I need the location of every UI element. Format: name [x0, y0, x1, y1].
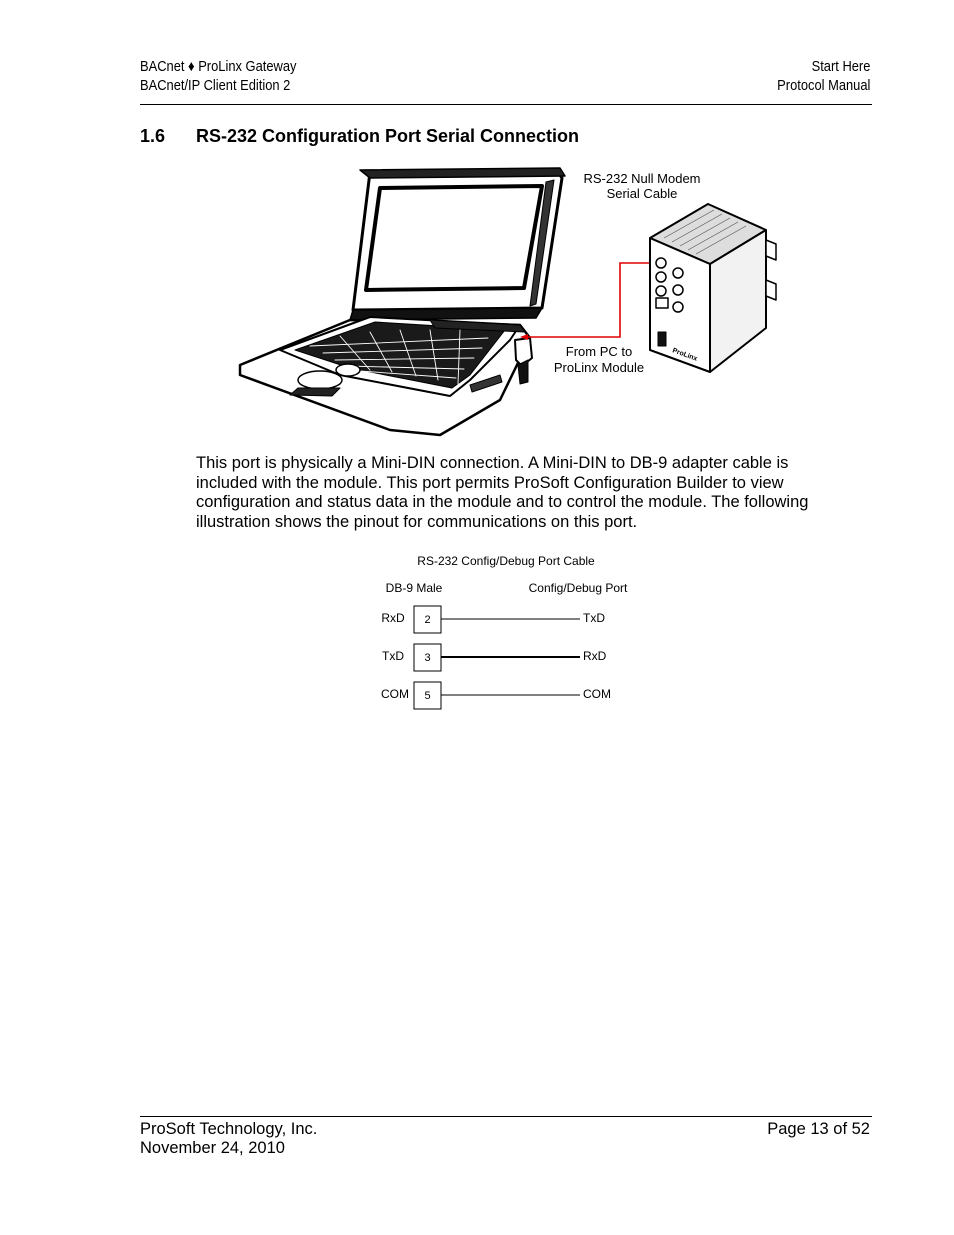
- header-rule: [140, 104, 872, 105]
- cable-label-line2: Serial Cable: [606, 186, 678, 201]
- pin-number: 3: [424, 652, 431, 664]
- page-number: Page 13 of 52: [767, 1120, 870, 1138]
- from-label-line2: ProLinx Module: [553, 360, 645, 375]
- db9-signal: COM: [381, 687, 409, 701]
- prolinx-module-illustration: [650, 204, 776, 372]
- pin-number: 2: [424, 614, 431, 626]
- port-signal: RxD: [583, 649, 607, 663]
- pinout-row: [382, 644, 607, 671]
- db9-signal: RxD: [381, 611, 405, 625]
- pinout-diagram: [360, 548, 660, 718]
- pinout-row: [381, 606, 605, 633]
- footer-rule: [140, 1116, 872, 1117]
- module-brand: ProLinx: [671, 347, 699, 363]
- from-label-line1: From PC to: [565, 344, 633, 359]
- port-signal: COM: [583, 687, 611, 701]
- footer-company: ProSoft Technology, Inc.: [140, 1120, 318, 1138]
- footer-right: [767, 1120, 870, 1139]
- port-signal: TxD: [583, 611, 605, 625]
- running-header-right: [777, 57, 870, 95]
- section-number: 1.6: [140, 126, 166, 146]
- config-port-header: Config/Debug Port: [528, 581, 628, 595]
- footer-left: [140, 1120, 317, 1158]
- pinout-row: [381, 682, 611, 709]
- section-title: RS-232 Configuration Port Serial Connection: [196, 126, 580, 146]
- db9-header: DB-9 Male: [385, 581, 443, 595]
- running-header-left: [140, 57, 296, 95]
- header-edition-line: BACnet/IP Client Edition 2: [140, 77, 291, 94]
- footer-date: November 24, 2010: [140, 1139, 285, 1157]
- pinout-title: RS-232 Config/Debug Port Cable: [417, 554, 595, 568]
- header-chapter: Start Here: [811, 58, 870, 75]
- body-paragraph: This port is physically a Mini-DIN connection. A Mini-DIN to DB-9 adapter cable is included with the module. This port permits ProSoft Configuration Builder to view configuration and status data in the module and to control the module. The following illustration shows the pinout for communications on this port.: [196, 454, 809, 532]
- laptop-illustration: [240, 168, 565, 435]
- section-heading: [140, 126, 579, 147]
- cable-label-line1: RS-232 Null Modem: [583, 171, 701, 186]
- db9-signal: TxD: [382, 649, 404, 663]
- header-manual-type: Protocol Manual: [776, 77, 870, 94]
- pin-number: 5: [424, 690, 431, 702]
- header-product-line: BACnet ♦ ProLinx Gateway: [140, 58, 297, 75]
- connection-figure: [220, 160, 790, 440]
